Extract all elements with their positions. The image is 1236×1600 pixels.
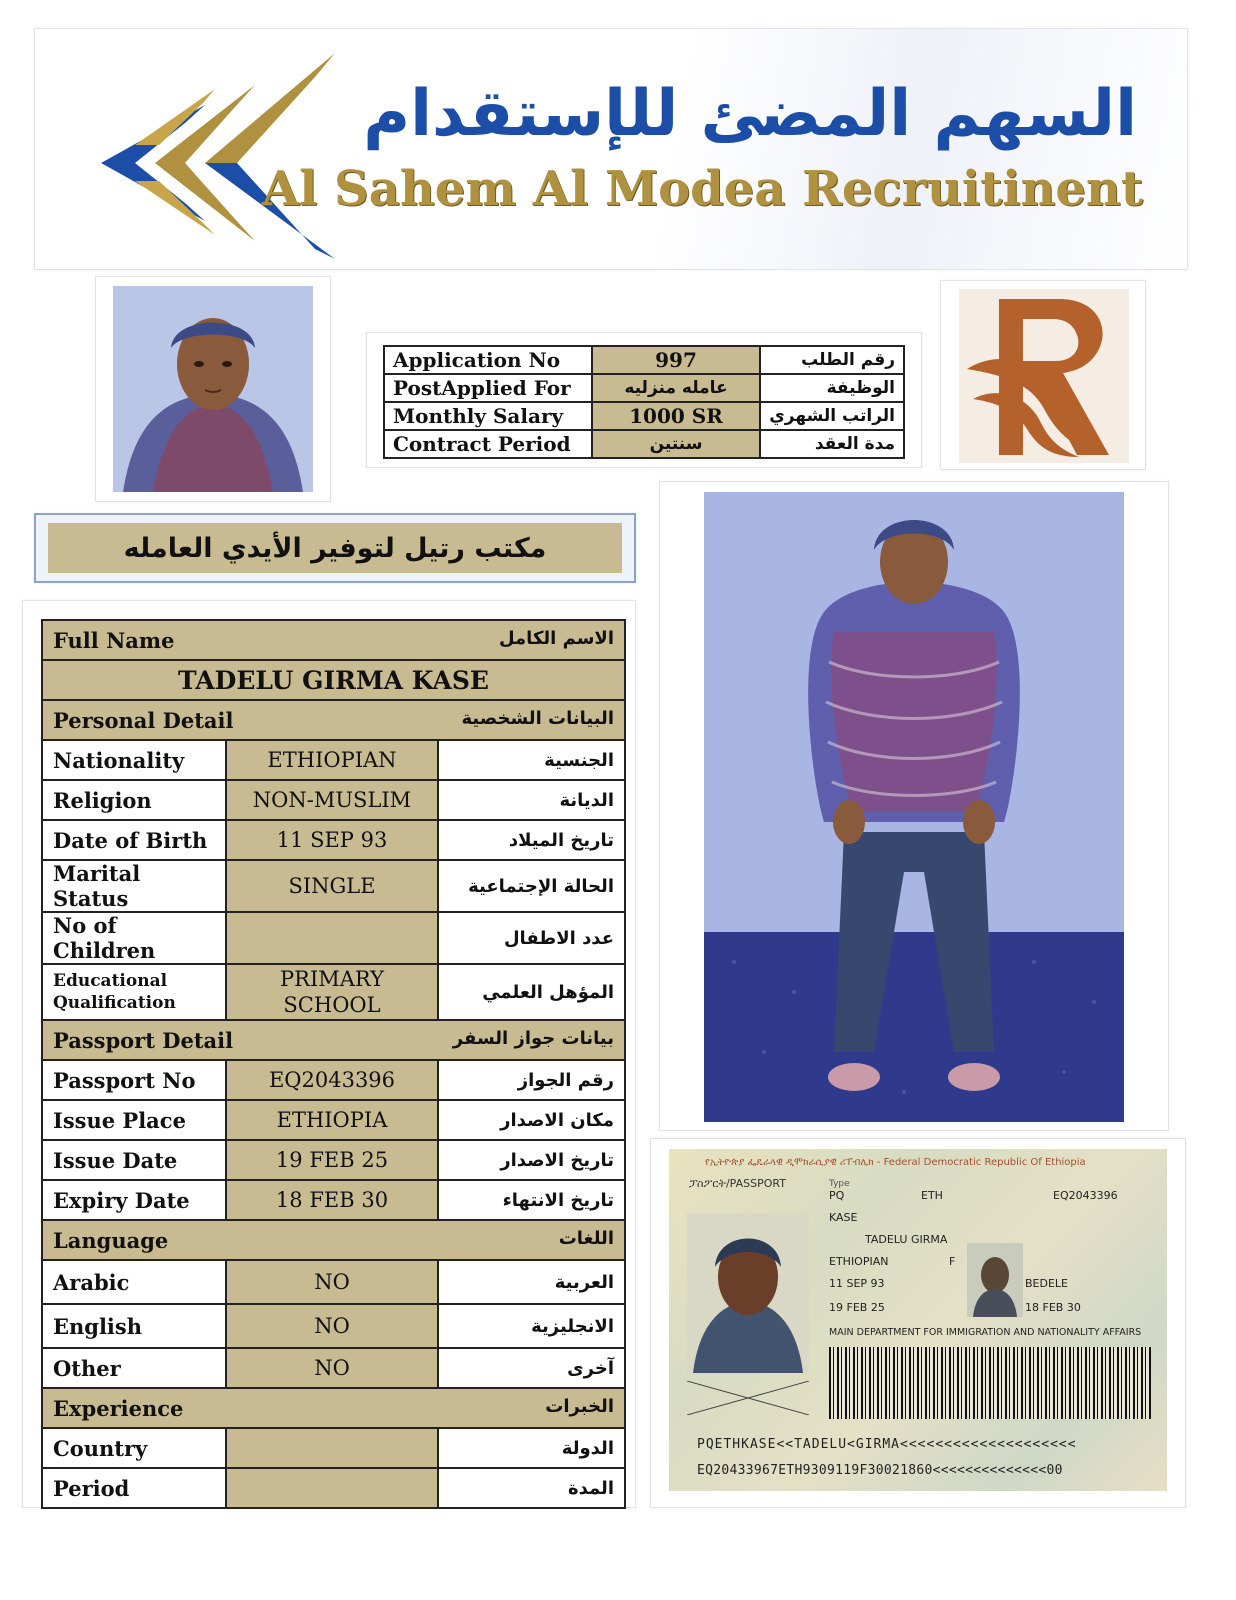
experience-period-label-ar: المدة xyxy=(438,1468,625,1508)
arabic-label: Arabic xyxy=(42,1260,226,1304)
nationality-value: ETHIOPIAN xyxy=(226,740,438,780)
education-label-line-1: Educational xyxy=(53,971,168,991)
full-name-label: Full Name xyxy=(53,627,175,653)
passport-detail-header xyxy=(42,1020,625,1060)
personal-detail-label: Personal Detail xyxy=(53,707,234,733)
dob-value: 11 SEP 93 xyxy=(226,820,438,860)
other-language-label-ar: آخرى xyxy=(438,1348,625,1388)
full-name-header-row xyxy=(42,620,625,660)
table-row xyxy=(42,912,625,964)
passport-scan: የኢትዮጵያ ፌዴራላዊ ዲሞክራሲያዊ ሪፐብሊክ - Federal Democratic Republic Of Ethiopia ፓስፖርት/PASSPORT Type PQ ETH EQ2043396 KASE TADELU GIRMA ETHIOPIAN F 11 SEP 93 BEDELE 19 FEB 25 18 FEB 30 MAIN DEPARTMENT FOR IMMIGRATION AND NATIONALITY AFFAIRS PQETHKASE<<TADELU<GIRMA<<<<<<<<<<<<<<<<<<<< EQ20433967ETH9309119F30021860<<<<<<<<<<<<<<00 xyxy=(669,1149,1167,1491)
issue-date-label: Issue Date xyxy=(42,1140,226,1180)
monthly-salary-label-ar: الراتب الشهري xyxy=(760,402,904,430)
issue-place-label-ar: مكان الاصدار xyxy=(438,1100,625,1140)
signature-box xyxy=(687,1381,809,1415)
full-name-value: TADELU GIRMA KASE xyxy=(42,660,625,700)
table-row xyxy=(42,1428,625,1468)
table-row xyxy=(42,1304,625,1348)
application-no-value: 997 xyxy=(592,346,760,374)
table-row xyxy=(42,1468,625,1508)
education-value-line-2: SCHOOL xyxy=(283,993,381,1017)
office-logo-frame xyxy=(940,280,1146,470)
religion-value: NON-MUSLIM xyxy=(226,780,438,820)
office-banner: مكتب رتيل لتوفير الأيدي العامله xyxy=(48,523,622,573)
passport-type: PQ xyxy=(829,1189,845,1202)
passport-dob: 11 SEP 93 xyxy=(829,1277,885,1290)
marital-status-label-ar: الحالة الإجتماعية xyxy=(438,860,625,912)
personal-detail-header xyxy=(42,700,625,740)
arabic-label-ar: العربية xyxy=(438,1260,625,1304)
education-label xyxy=(42,964,226,1020)
english-value: NO xyxy=(226,1304,438,1348)
table-row xyxy=(384,402,904,430)
issue-date-value: 19 FEB 25 xyxy=(226,1140,438,1180)
experience-label-ar: الخبرات xyxy=(545,1395,614,1417)
experience-period-value xyxy=(226,1468,438,1508)
passport-no-label: Passport No xyxy=(42,1060,226,1100)
full-body-photo xyxy=(704,492,1124,1122)
children-value xyxy=(226,912,438,964)
nationality-label: Nationality xyxy=(42,740,226,780)
table-row xyxy=(42,1348,625,1388)
experience-country-label: Country xyxy=(42,1428,226,1468)
marital-status-label: Marital Status xyxy=(42,860,226,912)
company-name-arabic: السهم المضئ للإستقدام xyxy=(363,77,1137,151)
children-label-ar: عدد الاطفال xyxy=(438,912,625,964)
headshot-photo xyxy=(113,286,313,492)
other-language-value: NO xyxy=(226,1348,438,1388)
english-label: English xyxy=(42,1304,226,1348)
monthly-salary-value: 1000 SR xyxy=(592,402,760,430)
passport-doc-label: ፓስፖርት/PASSPORT xyxy=(689,1177,786,1190)
passport-expiry-date: 18 FEB 30 xyxy=(1025,1301,1081,1314)
dob-label: Date of Birth xyxy=(42,820,226,860)
application-no-label: Application No xyxy=(384,346,592,374)
full-name-row xyxy=(42,660,625,700)
nationality-label-ar: الجنسية xyxy=(438,740,625,780)
education-value-line-1: PRIMARY xyxy=(280,967,384,991)
passport-barcode xyxy=(829,1347,1151,1419)
passport-country-code: ETH xyxy=(921,1189,943,1202)
passport-sex: F xyxy=(949,1255,956,1268)
table-row xyxy=(384,430,904,458)
experience-period-label: Period xyxy=(42,1468,226,1508)
language-label: Language xyxy=(53,1227,169,1253)
expiry-date-label-ar: تاريخ الانتهاء xyxy=(438,1180,625,1220)
passport-detail-label: Passport Detail xyxy=(53,1027,234,1053)
table-row xyxy=(384,374,904,402)
r-logo-icon xyxy=(959,289,1127,461)
arrow-logo-icon xyxy=(65,45,345,263)
religion-label: Religion xyxy=(42,780,226,820)
passport-place-of-birth: BEDELE xyxy=(1025,1277,1068,1290)
passport-mrz-line-2: EQ20433967ETH9309119F30021860<<<<<<<<<<<<<<00 xyxy=(697,1463,1063,1478)
table-row xyxy=(42,1060,625,1100)
experience-label: Experience xyxy=(53,1395,184,1421)
expiry-date-value: 18 FEB 30 xyxy=(226,1180,438,1220)
contract-period-label: Contract Period xyxy=(384,430,592,458)
table-row xyxy=(42,1180,625,1220)
english-label-ar: الانجليزية xyxy=(438,1304,625,1348)
details-table xyxy=(41,619,626,1509)
full-body-photo-frame xyxy=(659,481,1169,1131)
education-label-ar: المؤهل العلمي xyxy=(438,964,625,1020)
experience-country-value xyxy=(226,1428,438,1468)
education-value xyxy=(226,964,438,1020)
passport-no-label-ar: رقم الجواز xyxy=(438,1060,625,1100)
issue-place-value: ETHIOPIA xyxy=(226,1100,438,1140)
application-table xyxy=(383,345,905,459)
contract-period-label-ar: مدة العقد xyxy=(760,430,904,458)
post-applied-label-ar: الوظيفة xyxy=(760,374,904,402)
full-name-label-ar: الاسم الكامل xyxy=(498,627,614,649)
passport-header: የኢትዮጵያ ፌዴራላዊ ዲሞክራሲያዊ ሪፐብሊክ - Federal Democratic Republic Of Ethiopia xyxy=(705,1157,1086,1168)
issue-date-label-ar: تاريخ الاصدار xyxy=(438,1140,625,1180)
passport-nationality: ETHIOPIAN xyxy=(829,1255,889,1268)
post-applied-value: عامله منزليه xyxy=(592,374,760,402)
passport-given-name: TADELU GIRMA xyxy=(865,1233,948,1246)
arabic-value: NO xyxy=(226,1260,438,1304)
passport-surname: KASE xyxy=(829,1211,858,1224)
passport-issue-date: 19 FEB 25 xyxy=(829,1301,885,1314)
passport-detail-label-ar: بيانات جواز السفر xyxy=(452,1027,614,1049)
table-row xyxy=(42,780,625,820)
education-label-line-2: Qualification xyxy=(53,993,176,1013)
experience-header xyxy=(42,1388,625,1428)
table-row xyxy=(42,860,625,912)
passport-no-value: EQ2043396 xyxy=(226,1060,438,1100)
children-label: No of Children xyxy=(42,912,226,964)
personal-detail-label-ar: البيانات الشخصية xyxy=(461,707,614,729)
marital-status-value: SINGLE xyxy=(226,860,438,912)
table-row xyxy=(42,1260,625,1304)
passport-ghost-photo xyxy=(967,1243,1023,1317)
application-info-frame xyxy=(366,332,922,468)
table-row xyxy=(42,1140,625,1180)
table-row xyxy=(42,820,625,860)
table-row xyxy=(42,964,625,1020)
issue-place-label: Issue Place xyxy=(42,1100,226,1140)
contract-period-value: سنتين xyxy=(592,430,760,458)
other-language-label: Other xyxy=(42,1348,226,1388)
passport-mrz-line-1: PQETHKASE<<TADELU<GIRMA<<<<<<<<<<<<<<<<<<<< xyxy=(697,1437,1077,1452)
details-frame xyxy=(22,600,636,1508)
monthly-salary-label: Monthly Salary xyxy=(384,402,592,430)
passport-photo xyxy=(687,1213,809,1373)
headshot-photo-frame xyxy=(95,276,331,502)
header-banner xyxy=(34,28,1188,270)
table-row xyxy=(42,740,625,780)
application-no-label-ar: رقم الطلب xyxy=(760,346,904,374)
post-applied-label: PostApplied For xyxy=(384,374,592,402)
company-name-english: Al Sahem Al Modea Recruitinent xyxy=(261,161,1143,217)
passport-number: EQ2043396 xyxy=(1053,1189,1118,1202)
office-banner-frame xyxy=(34,513,636,583)
passport-authority: MAIN DEPARTMENT FOR IMMIGRATION AND NATIONALITY AFFAIRS xyxy=(829,1327,1142,1338)
experience-country-label-ar: الدولة xyxy=(438,1428,625,1468)
table-row xyxy=(42,1100,625,1140)
passport-scan-frame xyxy=(650,1138,1186,1508)
language-label-ar: اللغات xyxy=(558,1227,614,1249)
language-header xyxy=(42,1220,625,1260)
expiry-date-label: Expiry Date xyxy=(42,1180,226,1220)
dob-label-ar: تاريخ الميلاد xyxy=(438,820,625,860)
religion-label-ar: الديانة xyxy=(438,780,625,820)
table-row xyxy=(384,346,904,374)
